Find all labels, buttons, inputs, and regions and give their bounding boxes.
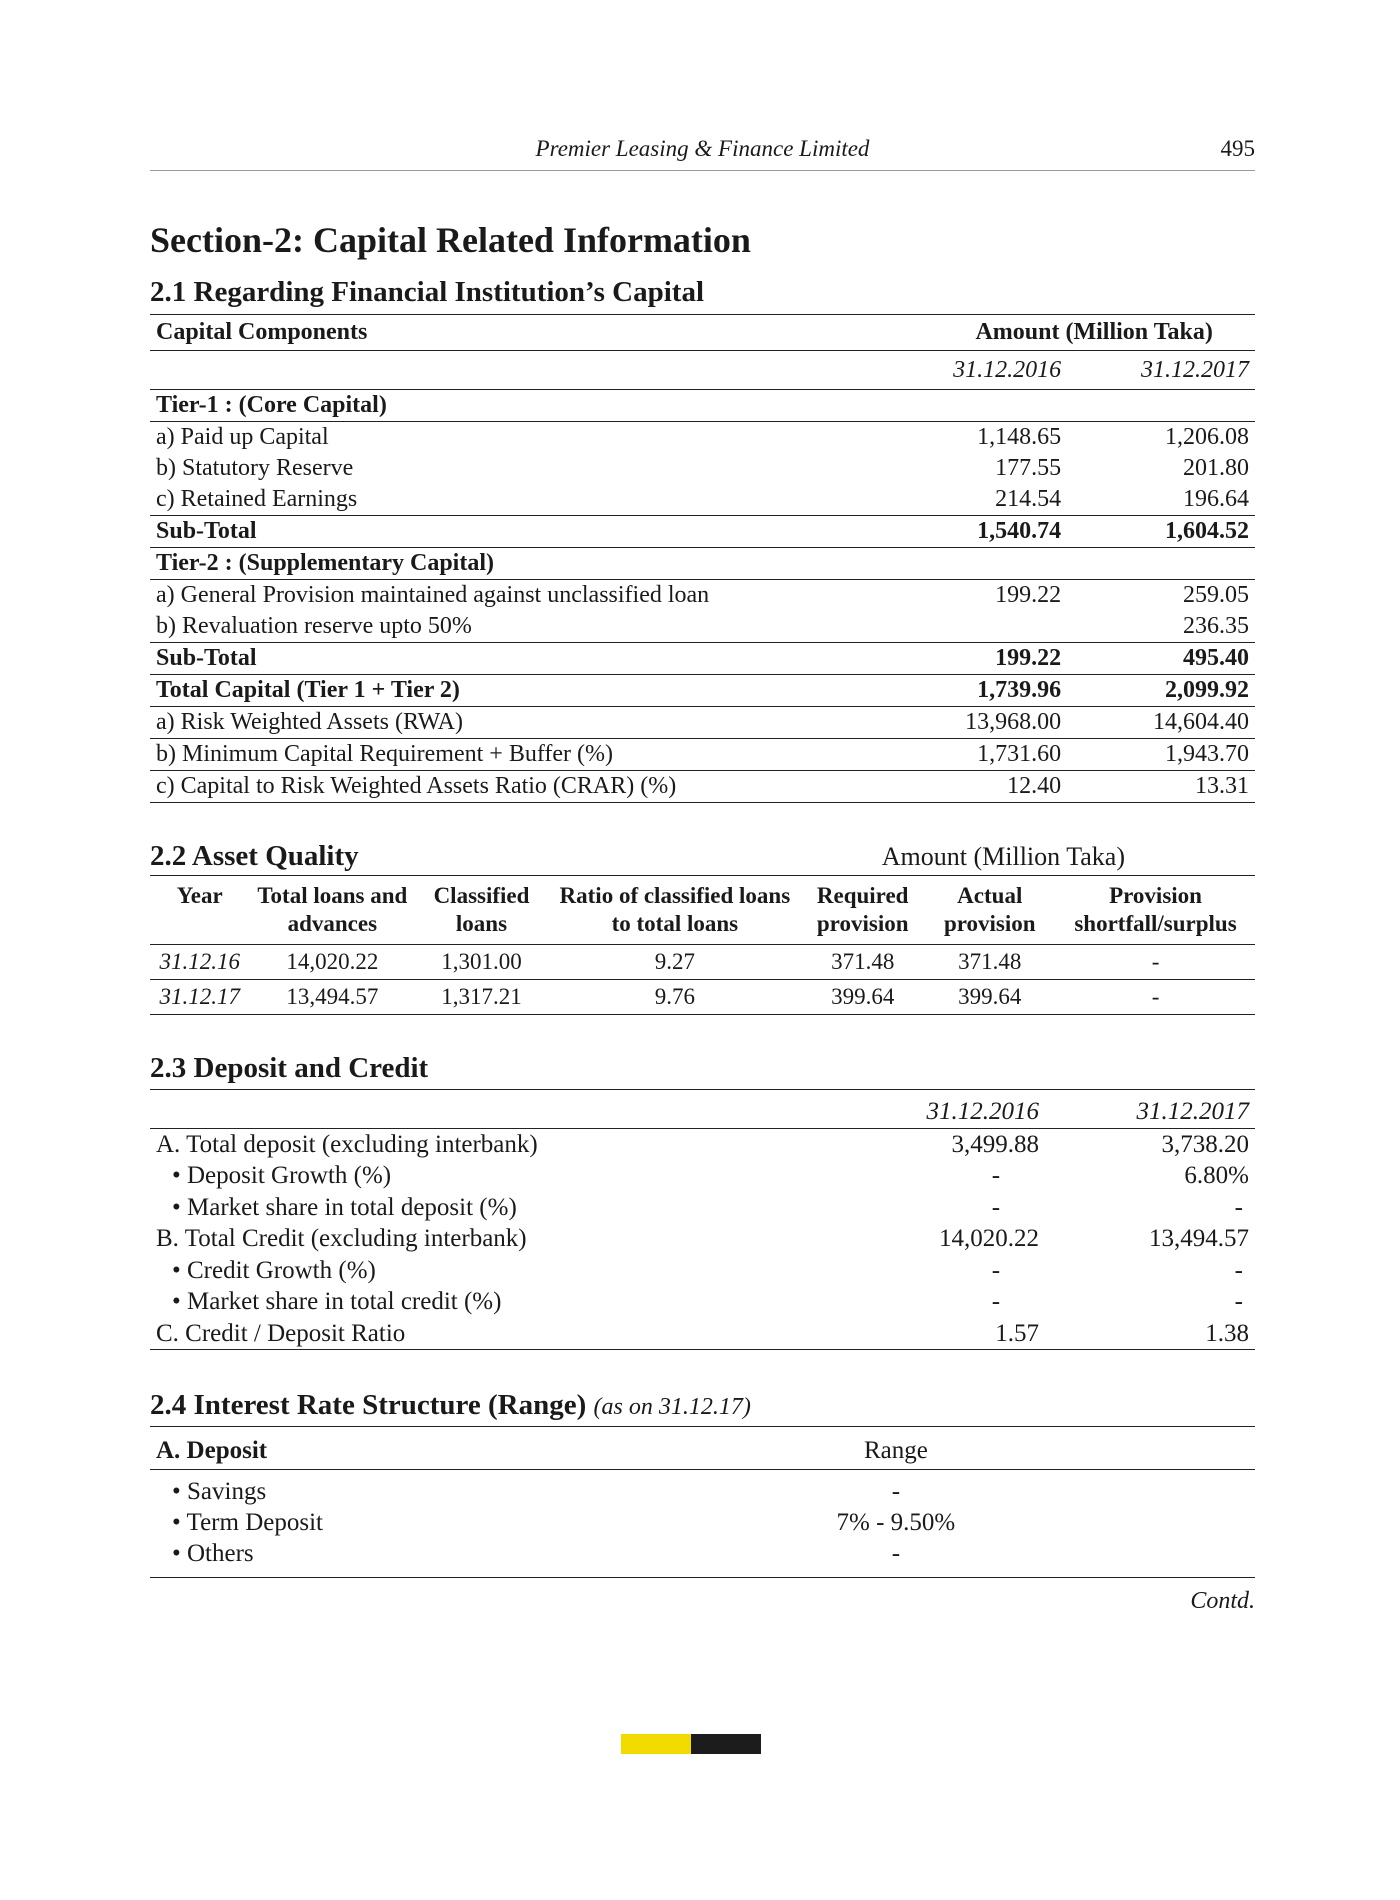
section-title: Section-2: Capital Related Information: [150, 220, 751, 260]
dc-label: A. Total deposit (excluding interbank): [156, 1130, 538, 1158]
dc-value-2017: 3,738.20: [1161, 1130, 1249, 1158]
dc-value-2016: -: [991, 1256, 1001, 1284]
dc-value-2017: -: [1234, 1193, 1243, 1221]
year-header: Year: [150, 876, 249, 945]
tier2-subtotal-row: [150, 643, 1255, 675]
asset-quality-header-row: [150, 876, 1255, 945]
table-row: [150, 1318, 1255, 1350]
row-value-2016: 12.40: [879, 771, 1067, 803]
ir-label: • Savings: [172, 1478, 267, 1506]
deposit-credit-table: [150, 1096, 1255, 1350]
table-row: [150, 1286, 1255, 1318]
table-row: [150, 1507, 1255, 1538]
aq-total: 13,494.57: [249, 980, 415, 1015]
deposit-credit-date-row: [150, 1096, 1255, 1128]
capital-table: [150, 314, 1255, 803]
amount-label: Amount (Million Taka): [879, 315, 1255, 351]
row-label: c) Retained Earnings: [150, 484, 879, 516]
table-row: [150, 945, 1255, 980]
row-value-2017: 236.35: [1067, 611, 1255, 643]
dc-value-2016: 1.57: [835, 1318, 1045, 1350]
row-value-2016: 1,731.60: [879, 739, 1067, 771]
aq-year: 31.12.16: [150, 945, 249, 980]
row-value-2017: 1,206.08: [1165, 424, 1249, 451]
interest-rate-title: [150, 1390, 1255, 1427]
aq-ratio: 9.76: [548, 980, 802, 1015]
capital-date-row: [150, 351, 1255, 390]
tier2-heading: Tier-2 : (Supplementary Capital): [150, 548, 1255, 580]
dc-label: C. Credit / Deposit Ratio: [150, 1318, 835, 1350]
ir-label: • Term Deposit: [172, 1509, 323, 1537]
required-provision-header: Required provision: [802, 876, 924, 945]
ratio-header: Ratio of classified loans to total loans: [548, 876, 802, 945]
dc-value-2017: -: [1234, 1256, 1243, 1284]
tier2-heading-row: [150, 548, 1255, 580]
tier1-heading: Tier-1 : (Core Capital): [150, 390, 1255, 422]
dc-label: • Market share in total credit (%): [172, 1288, 502, 1316]
annual-report-page: [150, 130, 1255, 1615]
dc-value-2017: 6.80%: [1184, 1162, 1249, 1190]
total-value-2017: 2,099.92: [1067, 675, 1255, 707]
dc-value-2016: -: [991, 1162, 1001, 1190]
table-row: [150, 1255, 1255, 1287]
row-value-2017: 196.64: [1067, 484, 1255, 516]
row-label: b) Minimum Capital Requirement + Buffer (%): [150, 739, 879, 771]
page-number: 495: [1220, 136, 1255, 161]
total-loans-header: Total loans and advances: [249, 876, 415, 945]
dc-date-2017: 31.12.2017: [1045, 1096, 1255, 1128]
asset-quality-title: 2.2 Asset Quality: [150, 840, 359, 873]
total-value-2016: 1,739.96: [879, 675, 1067, 707]
capital-date-2017: 31.12.2017: [1067, 351, 1255, 390]
dc-value-2016: 3,499.88: [951, 1130, 1040, 1158]
subtotal-value-2017: 495.40: [1067, 643, 1255, 675]
dc-value-2017: 1.38: [1045, 1318, 1255, 1350]
interest-rate-subtitle: (as on 31.12.17): [593, 1394, 751, 1421]
company-name: Premier Leasing & Finance Limited: [535, 136, 870, 161]
row-value-2016: [879, 611, 1067, 643]
total-label: Total Capital (Tier 1 + Tier 2): [150, 675, 879, 707]
aq-year: 31.12.17: [150, 980, 249, 1015]
row-value-2017: 1,943.70: [1067, 739, 1255, 771]
range-label: Range: [758, 1433, 1034, 1470]
dc-label: • Credit Growth (%): [172, 1256, 376, 1284]
row-value-2017: 14,604.40: [1067, 707, 1255, 739]
actual-provision-header: Actual provision: [923, 876, 1056, 945]
aq-actual: 371.48: [923, 945, 1056, 980]
brand-black-block: [691, 1734, 761, 1754]
row-label: c) Capital to Risk Weighted Assets Ratio (CRAR) (%): [150, 771, 879, 803]
dc-label: B. Total Credit (excluding interbank): [156, 1225, 527, 1253]
table-row: [150, 422, 1255, 454]
row-value-2016: 1,148.65: [977, 424, 1062, 451]
aq-actual: 399.64: [923, 980, 1056, 1015]
brand-color-bar: [621, 1734, 761, 1754]
row-label: b) Revaluation reserve upto 50%: [150, 611, 879, 643]
row-value-2016: 199.22: [995, 582, 1062, 609]
asset-quality-table: [150, 876, 1255, 1015]
aq-required: 399.64: [802, 980, 924, 1015]
table-row: [150, 1128, 1255, 1160]
capital-title: 2.1 Regarding Financial Institution’s Capital: [150, 275, 705, 308]
aq-classified: 1,301.00: [415, 945, 548, 980]
classified-loans-header: Classified loans: [415, 876, 548, 945]
deposit-credit-title: 2.3 Deposit and Credit: [150, 1053, 1255, 1090]
subtotal-value-2016: 1,540.74: [879, 516, 1067, 548]
capital-date-2016: 31.12.2016: [879, 351, 1067, 390]
subtotal-value-2017: 1,604.52: [1067, 516, 1255, 548]
shortfall-header: Provision shortfall/surplus: [1056, 876, 1255, 945]
row-value-2016: 13,968.00: [879, 707, 1067, 739]
table-row: [150, 1223, 1255, 1255]
row-value-2016: 214.54: [879, 484, 1067, 516]
capital-components-label: Capital Components: [150, 315, 879, 351]
aq-ratio: 9.27: [548, 945, 802, 980]
asset-quality-unit: Amount (Million Taka): [881, 842, 1125, 872]
table-row: [150, 1192, 1255, 1224]
row-label: b) Statutory Reserve: [156, 455, 354, 482]
table-row: [150, 739, 1255, 771]
table-row: [150, 980, 1255, 1015]
running-header: [150, 130, 1255, 171]
dc-value-2016: -: [991, 1288, 1001, 1316]
ir-range: -: [758, 1538, 1034, 1578]
row-label: a) General Provision maintained against unclassified loan: [156, 582, 710, 609]
table-row: [150, 707, 1255, 739]
ir-range: 7% - 9.50%: [836, 1509, 956, 1537]
dc-date-2016: 31.12.2016: [835, 1096, 1045, 1128]
table-row: [150, 771, 1255, 803]
ir-label: • Others: [150, 1538, 758, 1578]
subtotal-value-2016: 199.22: [879, 643, 1067, 675]
dc-value-2017: -: [1234, 1288, 1243, 1316]
total-capital-row: [150, 675, 1255, 707]
dc-value-2016: 14,020.22: [939, 1225, 1040, 1253]
dc-value-2017: 13,494.57: [1149, 1225, 1249, 1253]
interest-rate-table: [150, 1433, 1255, 1578]
row-label: a) Risk Weighted Assets (RWA): [150, 707, 879, 739]
aq-required: 371.48: [802, 945, 924, 980]
table-row: [150, 580, 1255, 612]
deposit-label: A. Deposit: [150, 1433, 758, 1470]
asset-quality-title-row: [150, 841, 1255, 876]
tier1-heading-row: [150, 390, 1255, 422]
dc-label: • Market share in total deposit (%): [172, 1193, 517, 1221]
table-row: [150, 453, 1255, 484]
table-row: [150, 611, 1255, 643]
row-value-2017: 259.05: [1183, 582, 1249, 609]
table-row: [150, 484, 1255, 516]
table-row: [150, 1160, 1255, 1192]
dc-label: • Deposit Growth (%): [172, 1162, 392, 1190]
row-value-2016: 177.55: [995, 455, 1062, 482]
capital-header-row: [150, 315, 1255, 351]
subtotal-label: Sub-Total: [150, 643, 879, 675]
dc-value-2016: -: [991, 1193, 1001, 1221]
row-label: a) Paid up Capital: [156, 424, 329, 451]
contd-note: Contd.: [1190, 1588, 1255, 1615]
aq-classified: 1,317.21: [415, 980, 548, 1015]
aq-total: 14,020.22: [249, 945, 415, 980]
aq-shortfall: -: [1056, 980, 1255, 1015]
aq-shortfall: -: [1056, 945, 1255, 980]
table-row: [150, 1470, 1255, 1508]
interest-rate-title-text: 2.4 Interest Rate Structure (Range): [150, 1389, 587, 1422]
table-row: [150, 1538, 1255, 1578]
ir-range: -: [891, 1478, 901, 1506]
row-value-2017: 13.31: [1067, 771, 1255, 803]
interest-rate-header-row: [150, 1433, 1255, 1470]
row-value-2017: 201.80: [1183, 455, 1249, 482]
tier1-subtotal-row: [150, 516, 1255, 548]
subtotal-label: Sub-Total: [150, 516, 879, 548]
brand-yellow-block: [621, 1734, 691, 1754]
